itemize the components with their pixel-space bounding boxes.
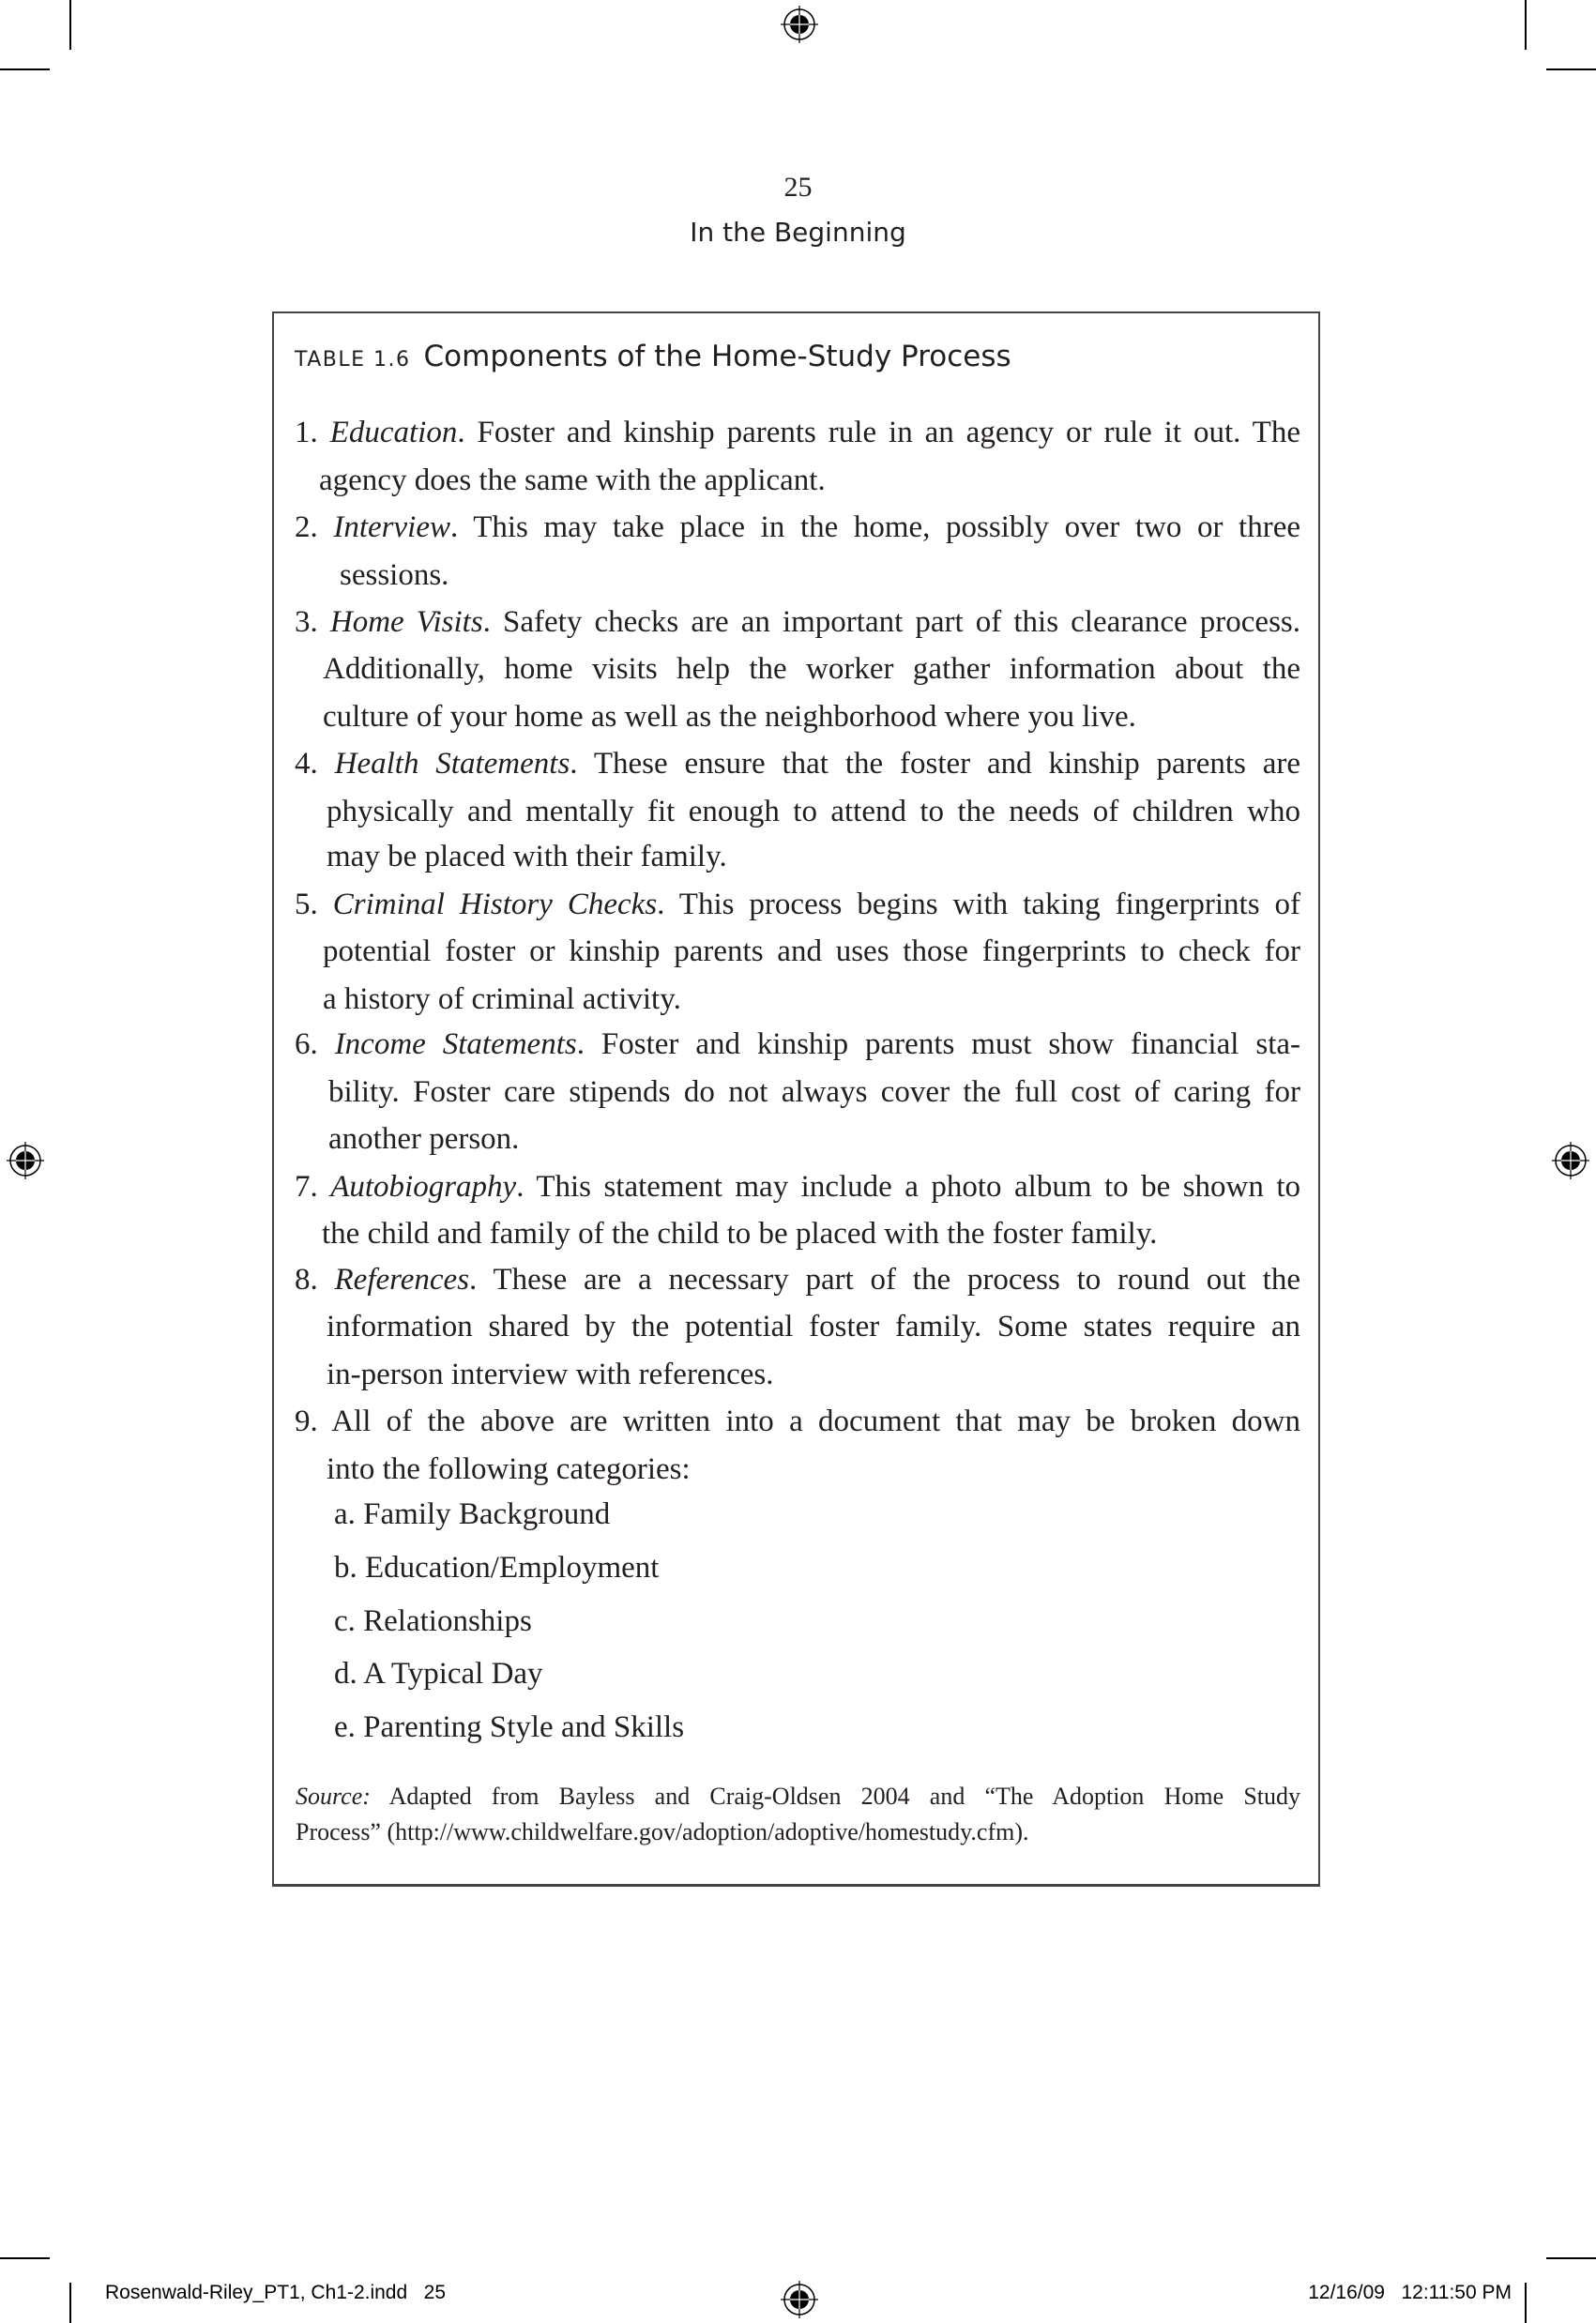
table-title: Components of the Home-Study Process (423, 340, 1011, 373)
list-item-1-line-2: agency does the same with the applicant. (319, 463, 826, 497)
item-term: Income Statements (334, 1027, 577, 1061)
item-term: Criminal History Checks (332, 888, 658, 921)
registration-mark-bottom-icon (781, 2281, 818, 2318)
list-item-3-line-1: 3. Home Visits. Safety checks are an important part of this clearance process. (295, 605, 1300, 639)
running-head: In the Beginning (690, 217, 906, 248)
source-note-line-2: Process” (http://www.childwelfare.gov/adoption/adoptive/homestudy.cfm). (296, 1818, 1029, 1845)
list-item-3-line-2: Additionally, home visits help the worker gather information about the (323, 652, 1300, 686)
source-label: Source: (296, 1783, 371, 1810)
source-note-line-1: Source: Adapted from Bayless and Craig-Oldsen 2004 and “The Adoption Home Study (296, 1783, 1300, 1810)
crop-mark-bottom-left-horizontal (0, 2257, 50, 2259)
item-term: Interview (333, 510, 450, 544)
table-label: TABLE 1.6 (295, 348, 411, 372)
crop-mark-top-left-horizontal (0, 68, 50, 70)
list-item-7-line-1: 7. Autobiography. This statement may include a photo album to be shown to (295, 1170, 1300, 1204)
sub-item-c: c. Relationships (334, 1604, 532, 1638)
crop-mark-top-right-horizontal (1546, 68, 1596, 70)
list-item-2-line-2: sessions. (340, 558, 449, 592)
page-number: 25 (783, 172, 813, 203)
item-term: Autobiography (330, 1170, 517, 1204)
list-item-5-line-3: a history of criminal activity. (323, 982, 681, 1016)
item-term: References (334, 1263, 470, 1297)
footer-timestamp: 12/16/09 12:11:50 PM (1308, 2282, 1512, 2303)
list-item-6-line-2: bility. Foster care stipends do not always cover the full cost of caring for (328, 1075, 1300, 1109)
item-term: Education (329, 416, 458, 449)
list-item-5-line-1: 5. Criminal History Checks. This process begins with taking fingerprints of (295, 888, 1300, 921)
list-item-4-line-2: physically and mentally fit enough to attend to the needs of children who (327, 795, 1300, 828)
sub-item-b: b. Education/Employment (334, 1551, 660, 1585)
list-item-8-line-2: information shared by the potential foster family. Some states require an (327, 1310, 1300, 1344)
item-term: Health Statements (334, 747, 570, 781)
registration-mark-top-icon (781, 6, 818, 43)
list-item-9-line-2: into the following categories: (327, 1452, 691, 1486)
sub-item-e: e. Parenting Style and Skills (334, 1710, 685, 1744)
list-item-4-line-3: may be placed with their family. (327, 840, 727, 873)
list-item-9-line-1: 9. All of the above are written into a document that may be broken down (295, 1404, 1300, 1438)
list-item-2-line-1: 2. Interview. This may take place in the home, possibly over two or three (295, 510, 1300, 544)
list-item-8-line-1: 8. References. These are a necessary part of the process to round out the (295, 1263, 1300, 1297)
list-item-5-line-2: potential foster or kinship parents and uses those fingerprints to check for (323, 934, 1300, 968)
list-item-6-line-3: another person. (328, 1122, 520, 1156)
table-caption (295, 338, 1011, 380)
list-item-7-line-2: the child and family of the child to be placed with the foster family. (322, 1217, 1158, 1251)
crop-mark-bottom-right-horizontal (1546, 2257, 1596, 2259)
list-item-6-line-1: 6. Income Statements. Foster and kinship parents must show financial sta- (295, 1027, 1300, 1061)
item-term: Home Visits (329, 605, 483, 639)
sub-item-a: a. Family Background (334, 1497, 611, 1531)
crop-mark-bottom-right-vertical (1525, 2283, 1527, 2323)
registration-mark-right-icon (1552, 1142, 1589, 1179)
list-item-3-line-3: culture of your home as well as the neighborhood where you live. (323, 700, 1136, 734)
registration-mark-left-icon (7, 1142, 44, 1179)
list-item-1-line-1: 1. Education. Foster and kinship parents rule in an agency or rule it out. The (295, 416, 1300, 449)
list-item-4-line-1: 4. Health Statements. These ensure that the foster and kinship parents are (295, 747, 1300, 781)
crop-mark-top-right-vertical (1525, 0, 1527, 50)
list-item-8-line-3: in-person interview with references. (327, 1358, 774, 1391)
sub-item-d: d. A Typical Day (334, 1657, 543, 1691)
crop-mark-top-left-vertical (69, 0, 71, 50)
crop-mark-bottom-left-vertical (69, 2283, 71, 2323)
footer-file-info: Rosenwald-Riley_PT1, Ch1-2.indd 25 (105, 2282, 447, 2303)
